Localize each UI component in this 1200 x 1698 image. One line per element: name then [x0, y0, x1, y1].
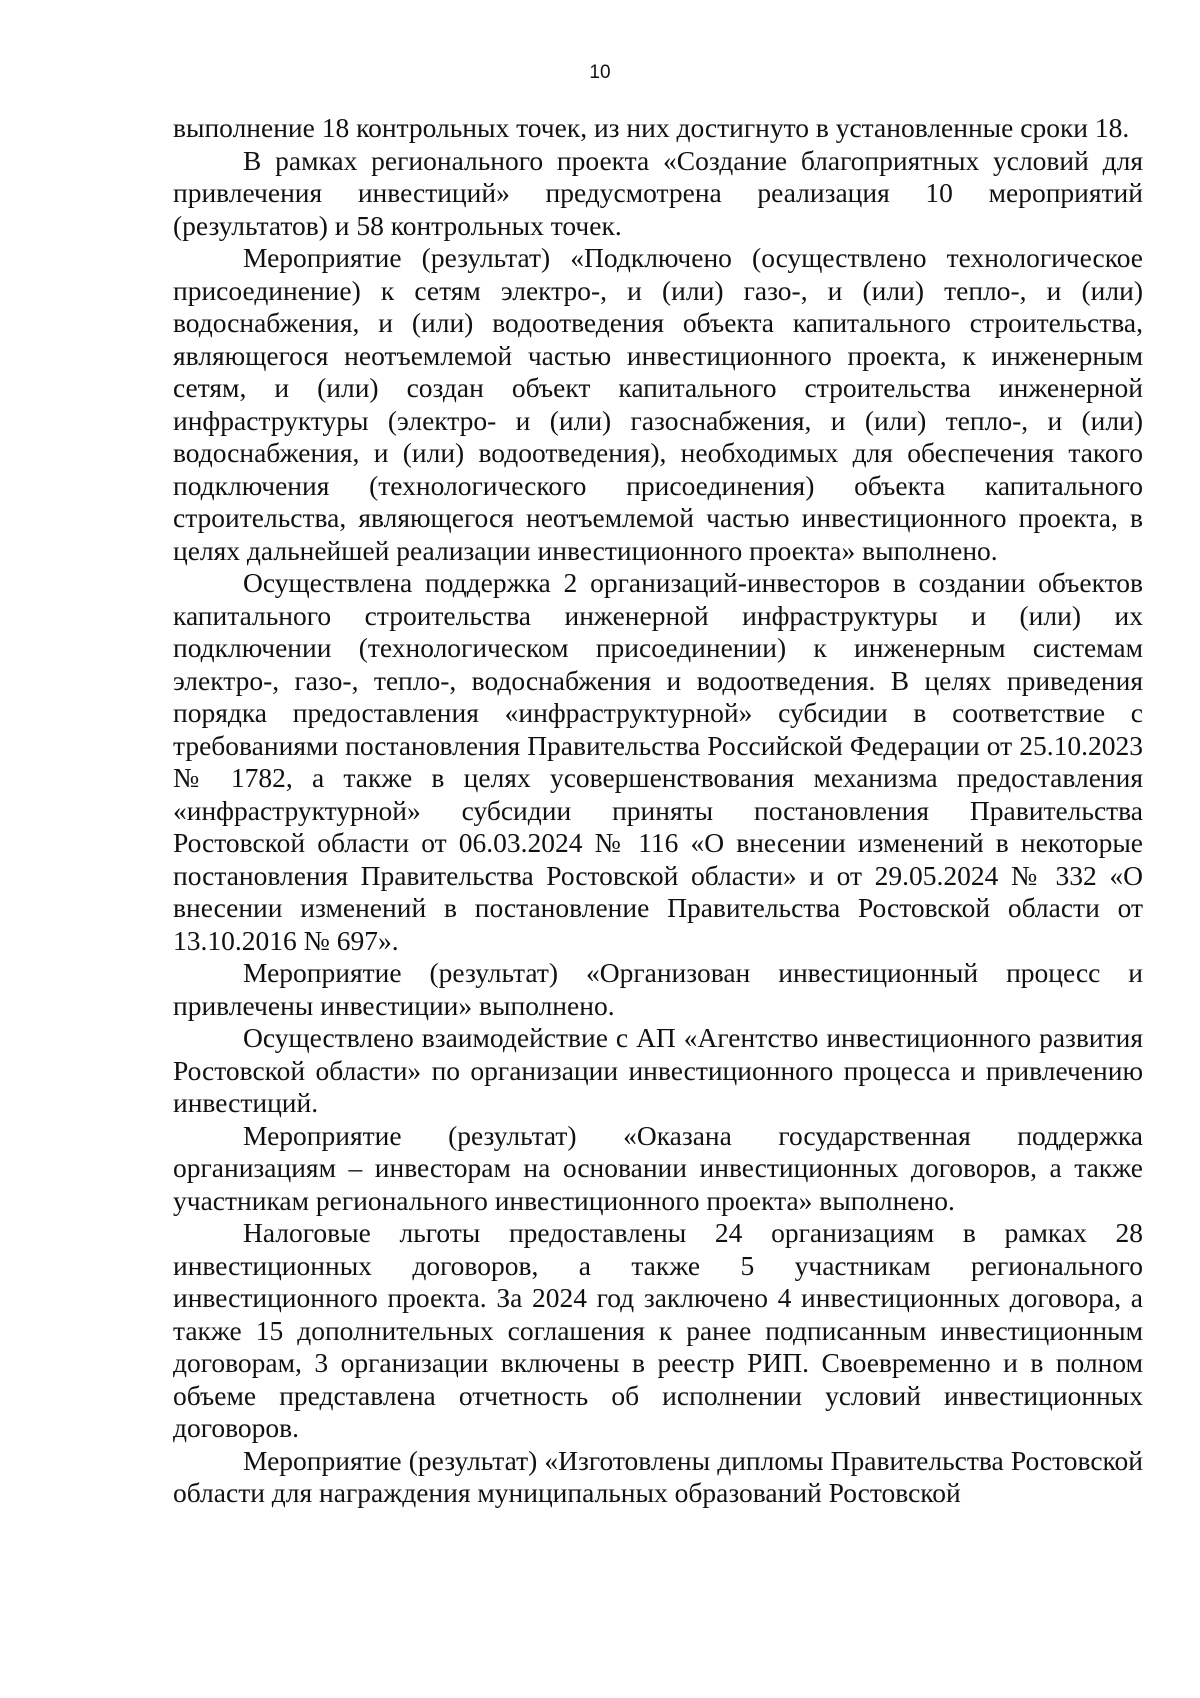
paragraph-state-support-result: Мероприятие (результат) «Оказана государственная поддержка организациям – инвесторам на основании инвестиционных договоров, а также участникам регионального инвестиционного проекта» выполнено. — [173, 1119, 1143, 1216]
paragraph-tax-benefits: Налоговые льготы предоставлены 24 организациям в рамках 28 инвестиционных договоров, а также 5 участникам регионального инвестиционного проекта. За 2024 год заключено 4 инвестиционных договора, а также 15 дополнительных соглашения к ранее подписанным инвестиционным договорам, 3 организации включены в реестр РИП. Своевременно и в полном объеме представлена отчетность об исполнении условий инвестиционных договоров. — [173, 1217, 1143, 1443]
paragraph-investment-process-result: Мероприятие (результат) «Организован инвестиционный процесс и привлечены инвестиции» выполнено. — [173, 957, 1143, 1021]
paragraph-investor-support: Осуществлена поддержка 2 организаций-инвесторов в создании объектов капитального строительства инженерной инфраструктуры и (или) их подключении (технологическом присоединении) к инженерным системам электро-, газо-, тепло-, водоснабжения и водоотведения. В целях приведения порядка предоставления «инфраструктурной» субсидии в соответствие с требованиями постановления Правительства Российской Федерации от 25.10.2023 № 1782, а также в целях усовершенствования механизма предоставления «инфраструктурной» субсидии приняты постановления Правительства Ростовской области от 06.03.2024 № 116 «О внесении изменений в некоторые постановления Правительства Ростовской области» и от 29.05.2024 № 332 «О внесении изменений в постановление Правительства Ростовской области от 13.10.2016 № 697». — [173, 567, 1143, 956]
paragraph-connection-result: Мероприятие (результат) «Подключено (осуществлено технологическое присоединение) к сетям электро-, и (или) газо-, и (или) тепло-, и (или) водоснабжения, и (или) водоотведения объекта капитального строительства, являющегося неотъемлемой частью инвестиционного проекта, к инженерным сетям, и (или) создан объект капитального строительства инженерной инфраструктуры (электро- и (или) газоснабжения, и (или) тепло-, и (или) водоснабжения, и (или) водоотведения), необходимых для обеспечения такого подключения (технологического присоединения) объекта капитального строительства, являющегося неотъемлемой частью инвестиционного проекта, в целях дальнейшей реализации инвестиционного проекта» выполнено. — [173, 242, 1143, 566]
document-body — [173, 112, 1143, 1510]
paragraph-continuation: выполнение 18 контрольных точек, из них достигнуто в установленные сроки 18. — [173, 112, 1130, 143]
paragraph-diplomas-result: Мероприятие (результат) «Изготовлены дипломы Правительства Ростовской области для награждения муниципальных образований Ростовской — [173, 1444, 1143, 1508]
paragraph-agency-interaction: Осуществлено взаимодействие с АП «Агентство инвестиционного развития Ростовской области» по организации инвестиционного процесса и привлечению инвестиций. — [173, 1022, 1143, 1118]
page-number: 10 — [589, 62, 611, 83]
paragraph-regional-project: В рамках регионального проекта «Создание благоприятных условий для привлечения инвестиций» предусмотрена реализация 10 мероприятий (результатов) и 58 контрольных точек. — [173, 144, 1143, 241]
